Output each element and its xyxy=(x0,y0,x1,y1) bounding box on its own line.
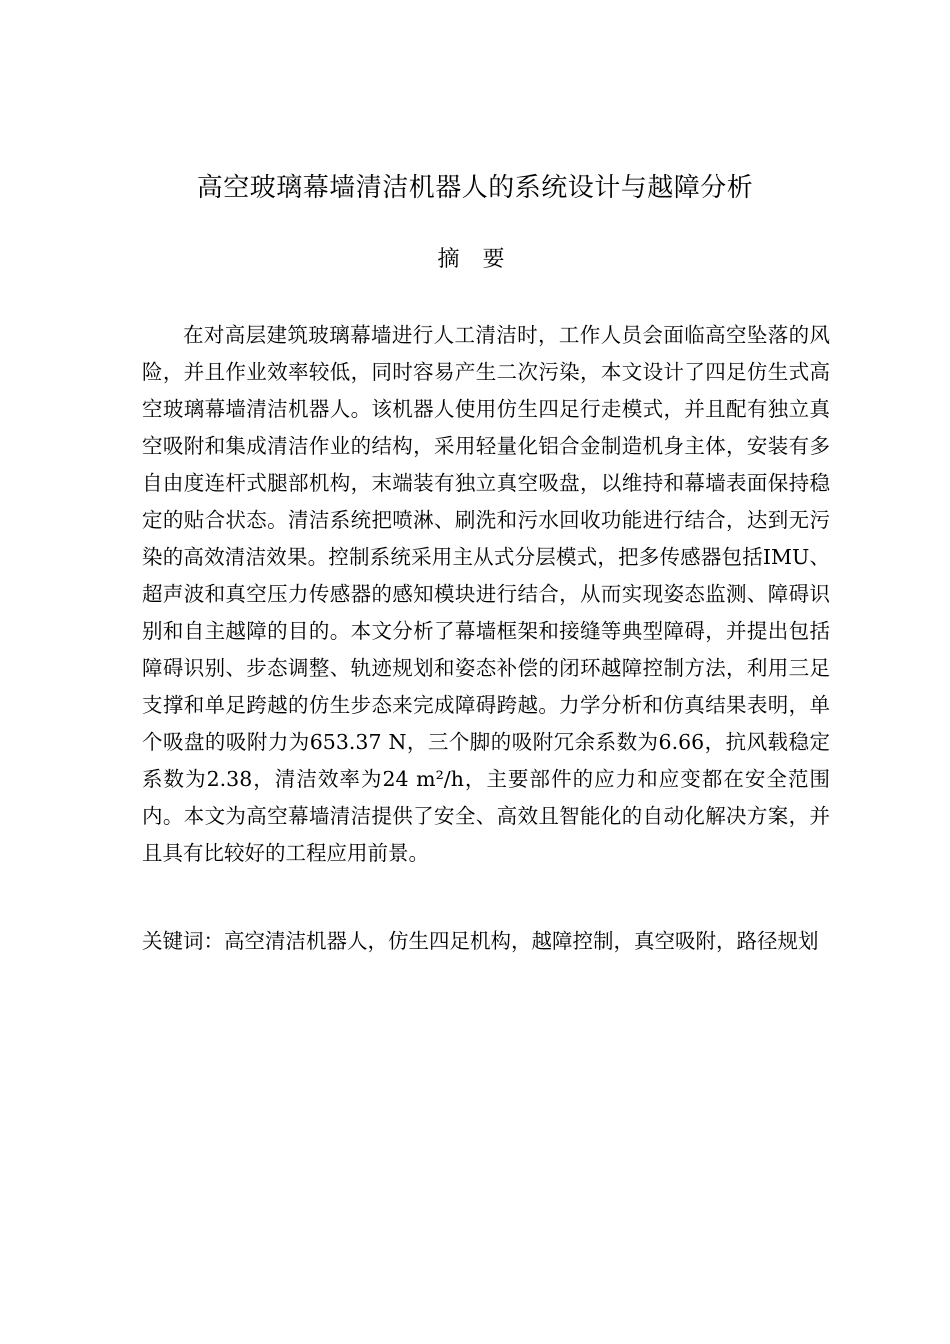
keywords-line xyxy=(142,923,830,960)
keywords-text: 高空清洁机器人，仿生四足机构，越障控制，真空吸附，路径规划 xyxy=(224,929,819,953)
keywords-label: 关键词： xyxy=(142,929,224,953)
abstract-heading: 摘 要 xyxy=(437,247,513,272)
abstract-body: 在对高层建筑玻璃幕墙进行人工清洁时，工作人员会面临高空坠落的风险，并且作业效率较低，同时容易产生二次污染，本文设计了四足仿生式高空玻璃幕墙清洁机器人。该机器人使用仿生四足行走模式，并且配有独立真空吸附和集成清洁作业的结构，采用轻量化铝合金制造机身主体，安装有多自由度连杆式腿部机构，末端装有独立真空吸盘，以维持和幕墙表面保持稳定的贴合状态。清洁系统把喷淋、刷洗和污水回收功能进行结合，达到无污染的高效清洁效果。控制系统采用主从式分层模式，把多传感器包括IMU、超声波和真空压力传感器的感知模块进行结合，从而实现姿态监测、障碍识别和自主越障的目的。本文分析了幕墙框架和接缝等典型障碍，并提出包括障碍识别、步态调整、轨迹规划和姿态补偿的闭环越障控制方法，利用三足支撑和单足跨越的仿生步态来完成障碍跨越。力学分析和仿真结果表明，单个吸盘的吸附力为653.37 N，三个脚的吸附冗余系数为6.66，抗风载稳定系数为2.38，清洁效率为24 m²/h，主要部件的应力和应变都在安全范围内。本文为高空幕墙清洁提供了安全、高效且智能化的自动化解决方案，并且具有比较好的工程应用前景。 xyxy=(142,323,830,865)
paper-title: 高空玻璃幕墙清洁机器人的系统设计与越障分析 xyxy=(196,173,754,203)
